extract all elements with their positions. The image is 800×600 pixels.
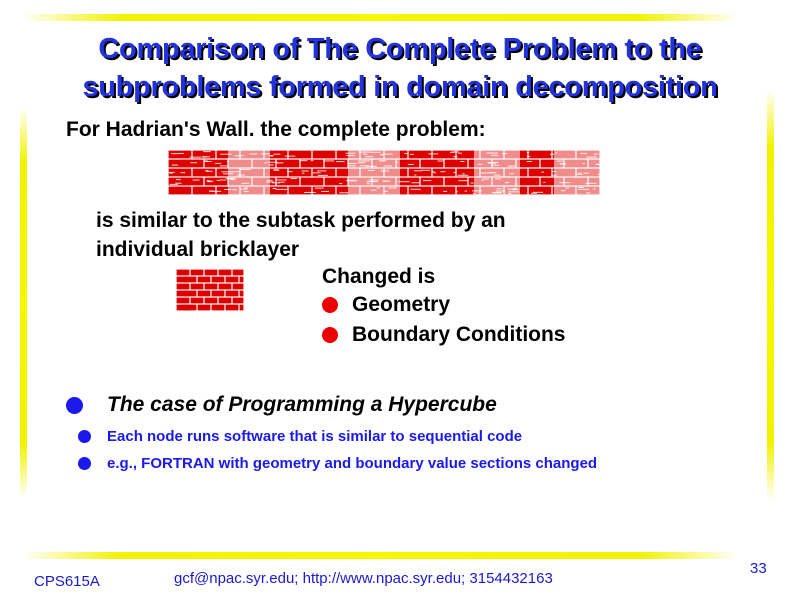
mortar-speck [273, 188, 276, 189]
mortar-speck [423, 180, 431, 181]
mortar-speck [301, 170, 308, 171]
wall-light-section [554, 150, 600, 195]
brick [313, 151, 336, 159]
brick [181, 160, 204, 168]
mortar-speck [458, 153, 462, 154]
brick [433, 187, 456, 195]
mortar-speck [438, 161, 444, 162]
changed-item-label: Boundary Conditions [352, 323, 566, 346]
brick [445, 160, 468, 168]
brick [409, 187, 432, 195]
mortar-speck [219, 180, 226, 181]
mortar-speck [315, 188, 324, 189]
mortar-speck [428, 153, 438, 154]
mortar-speck [408, 164, 414, 165]
brick [226, 291, 239, 297]
brick [212, 277, 225, 283]
brick [325, 178, 348, 186]
brick [193, 169, 216, 177]
blue-bullet-icon [66, 397, 83, 414]
mortar-speck [462, 173, 464, 174]
mortar-speck [414, 174, 416, 175]
mortar-speck [527, 156, 530, 157]
mortar-speck [215, 163, 221, 164]
mortar-speck [433, 172, 436, 173]
mortar-speck [458, 180, 467, 181]
mortar-speck [276, 189, 287, 190]
changed-heading: Changed is [322, 265, 436, 288]
mortar-speck [527, 161, 532, 162]
mortar-speck [432, 171, 435, 172]
mortar-speck [270, 155, 273, 156]
mortar-speck [412, 182, 421, 183]
brick [191, 298, 204, 304]
mortar-speck [454, 172, 457, 173]
brick [184, 277, 197, 283]
brick [212, 305, 225, 311]
mortar-speck [541, 172, 544, 173]
mortar-speck [550, 154, 554, 155]
mortar-speck [421, 170, 430, 171]
mortar-speck [190, 157, 202, 158]
brick [226, 277, 239, 283]
intro-text: For Hadrian's Wall. the complete problem: [66, 118, 486, 141]
mortar-speck [170, 173, 173, 174]
mortar-speck [181, 172, 186, 173]
brick [226, 305, 239, 311]
mortar-speck [285, 156, 296, 157]
brick-section-image [176, 269, 244, 311]
mortar-speck [175, 183, 181, 184]
similar-line-1: is similar to the subtask performed by an [96, 209, 506, 232]
mortar-speck [274, 170, 279, 171]
mortar-speck [273, 154, 280, 155]
changed-item-boundary [322, 323, 566, 347]
brick [205, 298, 218, 304]
brick [397, 160, 420, 168]
mortar-speck [304, 192, 316, 193]
brick [177, 270, 190, 276]
brick-wall-image [168, 150, 600, 195]
mortar-speck [453, 156, 457, 157]
page-number: 33 [750, 560, 767, 577]
brick [198, 305, 211, 311]
brick [445, 178, 468, 186]
main-bullet-text: The case of Programming a Hypercube [107, 393, 497, 416]
mortar-speck [206, 171, 212, 172]
mortar-speck [323, 160, 334, 161]
title-line-2: subproblems formed in domain decomposition [82, 71, 718, 103]
mortar-speck [465, 191, 467, 192]
mortar-speck [317, 170, 326, 171]
wall-light-section [474, 150, 520, 195]
mortar-speck [410, 154, 414, 155]
mortar-speck [318, 175, 328, 176]
brick [529, 169, 552, 177]
mortar-speck [458, 175, 469, 176]
brick [233, 270, 244, 276]
mortar-speck [339, 192, 348, 193]
brick [219, 284, 232, 290]
mortar-speck [313, 172, 321, 173]
brick [433, 151, 456, 159]
mortar-speck [190, 162, 197, 163]
mortar-speck [205, 161, 212, 162]
sub-bullet-2 [78, 455, 597, 472]
mortar-speck [339, 183, 342, 184]
mortar-speck [460, 161, 464, 162]
brick [517, 178, 540, 186]
brick [198, 277, 211, 283]
mortar-speck [291, 178, 298, 179]
mortar-speck [209, 191, 221, 192]
mortar-speck [404, 153, 408, 154]
mortar-speck [172, 165, 179, 166]
blue-bullet-icon [78, 457, 91, 470]
mortar-speck [527, 152, 529, 153]
brick [517, 160, 540, 168]
brick [289, 169, 312, 177]
mortar-speck [170, 184, 178, 185]
mortar-speck [336, 161, 345, 162]
mortar-speck [471, 183, 474, 184]
brick [277, 160, 300, 168]
mortar-speck [208, 181, 210, 182]
blue-bullet-icon [78, 430, 91, 443]
mortar-speck [533, 192, 543, 193]
mortar-speck [450, 152, 454, 153]
mortar-speck [321, 191, 329, 192]
wall-light-section [348, 150, 400, 195]
changed-item-label: Geometry [352, 293, 451, 316]
mortar-speck [311, 160, 314, 161]
mortar-speck [217, 180, 220, 181]
brick [177, 298, 190, 304]
brick [169, 187, 192, 195]
mortar-speck [276, 162, 283, 163]
brick [212, 291, 225, 297]
main-bullet [66, 393, 497, 417]
mortar-speck [456, 191, 458, 192]
bottom-accent-bar [22, 552, 738, 559]
brick [289, 151, 312, 159]
brick [205, 284, 218, 290]
brick [433, 169, 456, 177]
brick [240, 277, 244, 283]
mortar-speck [440, 171, 445, 172]
brick [240, 291, 244, 297]
mortar-speck [302, 173, 305, 174]
brick [205, 270, 218, 276]
changed-item-geometry [322, 293, 450, 317]
brick [191, 270, 204, 276]
brick [289, 187, 312, 195]
red-bullet-icon [322, 297, 338, 313]
brick [219, 270, 232, 276]
sub-bullet-1 [78, 428, 522, 445]
brick [198, 291, 211, 297]
left-accent-bar [20, 108, 27, 498]
mortar-speck [272, 182, 280, 183]
mortar-speck [203, 151, 210, 152]
mortar-speck [176, 179, 181, 180]
brick [219, 298, 232, 304]
footer-contact: gcf@npac.syr.edu; http://www.npac.syr.edu; 3154432163 [174, 570, 553, 587]
brick [240, 305, 244, 311]
mortar-speck [193, 180, 200, 181]
red-bullet-icon [322, 327, 338, 343]
brick [301, 178, 324, 186]
course-code: CPS615A [34, 573, 100, 590]
sub-bullet-text: Each node runs software that is similar to sequential code [107, 428, 523, 445]
mortar-speck [275, 179, 286, 180]
mortar-speck [220, 165, 229, 166]
brick [184, 305, 197, 311]
brick [421, 178, 444, 186]
mortar-speck [178, 153, 184, 154]
right-accent-bar [767, 90, 774, 500]
brick [233, 298, 244, 304]
mortar-speck [443, 191, 447, 192]
similar-text [96, 206, 506, 264]
brick [191, 284, 204, 290]
brick [184, 291, 197, 297]
mortar-speck [299, 160, 307, 161]
brick [529, 151, 552, 159]
title-line-1: Comparison of The Complete Problem to the [98, 33, 702, 65]
mortar-speck [411, 189, 421, 190]
mortar-speck [202, 157, 206, 158]
brick [169, 151, 192, 159]
brick [409, 169, 432, 177]
sub-bullet-text: e.g., FORTRAN with geometry and boundary value sections changed [107, 455, 598, 472]
mortar-speck [543, 182, 545, 183]
slide-title [20, 30, 780, 106]
top-accent-bar [22, 14, 738, 21]
mortar-speck [287, 171, 292, 172]
brick [193, 187, 216, 195]
brick [177, 284, 190, 290]
mortar-speck [414, 170, 422, 171]
brick [233, 284, 244, 290]
mortar-speck [171, 153, 179, 154]
brick [181, 178, 204, 186]
wall-light-section [228, 150, 270, 195]
similar-line-2: individual bricklayer [96, 238, 300, 261]
mortar-speck [531, 193, 537, 194]
